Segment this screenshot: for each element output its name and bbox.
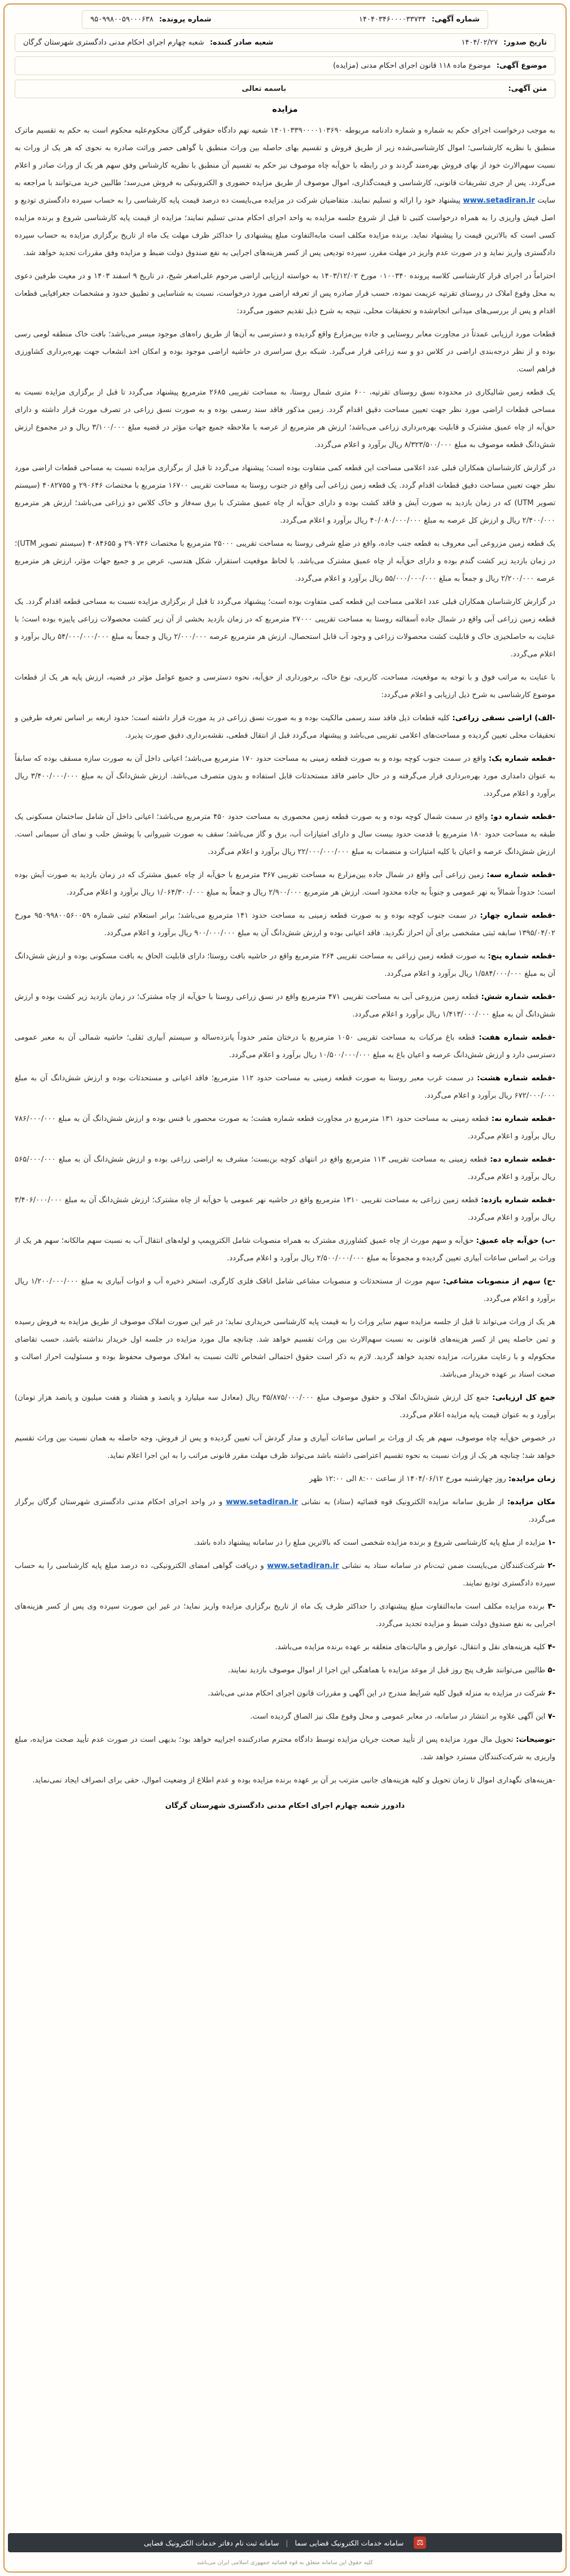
- auction-item: [15, 1070, 555, 1105]
- auction-item: [15, 988, 555, 1023]
- item-label: -قطعه شماره یک:: [488, 755, 555, 763]
- footer-bar: [8, 2533, 562, 2552]
- auction-place-text: و در واحد اجرای احکام مدنی دادگستری شهرستان گرگان برگزار می‌گردد.: [15, 1498, 555, 1524]
- auction-item: [15, 1191, 555, 1226]
- condition-text: برنده مزایده مکلف است مابه‌التفاوت مبلغ پیشنهادی را حداکثر ظرف یک ماه از تاریخ برگزاری مزایده واریز نماید؛ در غیر این صورت سپرده وی پس از کسر هزینه‌های اجرایی به نفع صندوق دولت ضبط و مزایده تجدید می‌گردد.: [15, 1602, 555, 1628]
- item-text: قطعه زمین مزروعی آبی به مساحت تقریبی ۴۷۱ مترمربع واقع در نسق زراعی روستا با حق‌آبه از چاه مشترک؛ در زمان بازدید زیر کشت بوده و ارزش شش‌دانگ آن به مبلغ ۱/۴۱۳/۰۰۰/۰۰۰ ریال برآورد و اعلام می‌گردد.: [15, 993, 555, 1019]
- condition-label: -۴: [547, 1643, 555, 1651]
- auction-time-value: روز چهارشنبه مورخ ۱۴۰۴/۰۶/۱۲ از ساعت ۸:۰۰ الی ۱۲:۰۰ ظهر: [309, 1475, 506, 1483]
- auction-item: [15, 709, 555, 744]
- condition-text: و دریافت گواهی امضای الکترونیکی، ده درصد مبلغ پایه کارشناسی را به حساب سپرده دادگستری تودیع نمایند.: [15, 1562, 555, 1588]
- item-label: -قطعه شماره نه:: [491, 1115, 555, 1123]
- paragraph-judgment-intro: [15, 122, 555, 262]
- notes-item: -هزینه‌های نگهداری اموال تا زمان تحویل و کلیه هزینه‌های جانبی مترتب بر آن بر عهده برنده مزایده بوده و عدم اطلاع از وضعیت اموال، حقی برای انصراف ایجاد نمی‌نماید.: [32, 1776, 555, 1785]
- item-text: واقع در سمت شمال کوچه بوده و به صورت قطعه زمین محصوری به مساحت حدود ۴۵۰ مترمربع می‌باشد؛ اعیانی داخل آن شامل ساختمان مسکونی یک طبقه به مساحت حدود ۱۸۰ مترمربع با قدمت حدود بیست سال و دارای امتیازات آب، برق و گاز می‌باشد؛ سقف به صورت شیروانی با پوشش حلب و نمای آن سیمانی است. ارزش شش‌دانگ عرصه و اعیان با کلیه امتیازات و منضمات به مبلغ ۲۲/۰۰۰/۰۰۰/۰۰۰ ریال برآورد و اعلام می‌گردد.: [15, 813, 555, 856]
- item-text: قطعه زمین زراعی به مساحت تقریبی ۱۳۱۰ مترمربع واقع در حاشیه نهر عمومی با حق‌آبه از چاه مشترک؛ ارزش شش‌دانگ آن به مبلغ ۳/۴۰۶/۰۰۰/۰۰۰ ریال برآورد و اعلام می‌گردد.: [15, 1196, 555, 1222]
- item-label: -قطعه شماره یازده:: [481, 1196, 555, 1204]
- item-label: -قطعه شماره هفت:: [479, 1033, 555, 1042]
- notes-label: -توضیحات:: [516, 1736, 555, 1744]
- footer-service-right: سامانه خدمات الکترونیک قضایی سما: [295, 2538, 404, 2547]
- auction-notice-document: [15, 10, 555, 2525]
- subject-value: موضوع ماده ۱۱۸ قانون اجرای احکام مدنی (مزایده): [333, 62, 491, 70]
- paragraph-total-valuation: [15, 1389, 555, 1424]
- condition-text: طالبین می‌توانند ظرف پنج روز قبل از موعد مزایده با هماهنگی این اجرا از اموال موصوف بازدید نمایند.: [227, 1666, 546, 1675]
- condition-item: [15, 1639, 555, 1656]
- item-text: به صورت قطعه زمین زراعی به مساحت تقریبی ۲۶۴ مترمربع واقع در حاشیه بافت روستا؛ دارای قابلیت الحاق به بافت مسکونی بوده و ارزش شش‌دانگ آن به مبلغ ۱/۵۸۴/۰۰۰/۰۰۰ ریال برآورد و اعلام می‌گردد.: [15, 952, 555, 978]
- paragraph-text: پیشنهاد خود را ارائه و تسلیم نمایند. متقاضیان شرکت در مزایده می‌بایست ده درصد قیمت پایه کارشناسی را به حساب سپرده دادگستری تودیع و اصل فیش واریزی را به همراه درخواست کتبی تا قبل از شروع جلسه مزایده به واحد اجرای احکام مدنی تسلیم نمایند؛ مزایده از قیمت پایه کارشناسی شروع و برنده مزایده کسی است که بالاترین قیمت را پیشنهاد نماید. برنده مزایده مکلف است مابه‌التفاوت مبلغ پیشنهادی را حداکثر ظرف مهلت یک ماه از تاریخ برگزاری مزایده به حساب سپرده دادگستری واریز نماید و در صورت عدم واریز در مهلت مقرر، سپرده تودیعی پس از کسر هزینه‌های اجرایی به نفع صندوق دولت ضبط و مزایده وفق مقررات تجدید خواهد شد.: [15, 196, 555, 257]
- item-label: -قطعه شماره پنج:: [488, 952, 555, 961]
- auction-item: [15, 808, 555, 861]
- auction-item: [15, 750, 555, 803]
- item-text: حق‌آبه و سهم مورث از چاه عمیق کشاورزی مشترک به همراه منصوبات شامل الکتروپمپ و لوله‌های انتقال آب به نسبت سهم مالکانه؛ سهم هر یک از وراث بر اساس ساعات آبیاری تعیین گردیده و مجموعاً به مبلغ ۲/۵۰۰/۰۰۰/۰۰۰ ریال برآورد و اعلام می‌گردد.: [15, 1237, 555, 1263]
- item-label: -الف) اراضی نسقی زراعی:: [452, 714, 555, 722]
- condition-label: -۵: [547, 1666, 555, 1675]
- auction-item: [15, 907, 555, 942]
- item-text: در سمت غرب معبر روستا به صورت قطعه زمینی به مساحت حدود ۱۱۲ مترمربع؛ فاقد اعیانی و مستحدثات بوده و ارزش شش‌دانگ آن به مبلغ ۶۷۲/۰۰۰/۰۰۰ ریال برآورد و اعلام می‌گردد.: [15, 1074, 555, 1100]
- item-label: -قطعه شماره دو:: [490, 813, 555, 821]
- header-row-issue: [15, 33, 555, 52]
- case-number-label: شماره پرونده:: [159, 15, 212, 24]
- condition-item: [15, 1662, 555, 1679]
- condition-label: -۷: [547, 1712, 555, 1721]
- item-label: -ج) سهم از منصوبات مشاعی:: [442, 1277, 555, 1286]
- header-row-identifiers: [82, 10, 488, 29]
- auction-item: [15, 1232, 555, 1267]
- item-text: قطعه باغ مرکبات به مساحت تقریبی ۱۰۵۰ مترمربع با درختان مثمر حدوداً پانزده‌ساله و سیستم آبیاری ثقلی؛ حاشیه شمالی آن به معبر عمومی دسترسی دارد و ارزش شش‌دانگ عرصه و اعیان باغ به مبلغ ۱۰/۵۰۰/۰۰۰/۰۰۰ ریال برآورد و اعلام می‌گردد.: [15, 1033, 555, 1059]
- issuing-branch-label: شعبه صادر کننده:: [209, 38, 274, 47]
- auction-time-label: زمان مزایده:: [508, 1475, 555, 1483]
- header-row-subject: [15, 56, 555, 75]
- subject-field: [333, 62, 547, 70]
- issuing-branch-value: شعبه چهارم اجرای احکام مدنی دادگستری شهرستان گرگان: [23, 38, 204, 47]
- notice-number-value: ۱۴۰۴۰۳۴۶۰۰۰۰۳۳۷۳۴: [359, 15, 426, 24]
- setadiran-link[interactable]: www.setadiran.ir: [226, 1498, 298, 1506]
- condition-item: [15, 1708, 555, 1725]
- condition-label: -۲: [547, 1562, 555, 1570]
- condition-text: شرکت‌کنندگان می‌بایست ضمن ثبت‌نام در سامانه ستاد به نشانی: [339, 1562, 545, 1570]
- auction-place: [15, 1493, 555, 1528]
- issuing-branch-field: [23, 38, 273, 47]
- item-label: -قطعه شماره چهار:: [480, 912, 555, 920]
- paragraph-parcel-rice-field: یک قطعه زمین شالیکاری در محدوده نسق روستای تقرتپه، ۶۰۰ متری شمال روستا، به مساحت تقریبی ۲۶۸۵ مترمربع پیشنهاد می‌گردد تا قبل از برگزاری مزایده نسبت به مساحی قطعات اراضی مورد نظر جهت تعیین مساحت دقیق اقدام گردد. زمین مذکور فاقد سند رسمی بوده و به صورت نسق زراعی در تصرف مورث قرار داشته و دارای حق‌آبه از چاه عمیق مشترک و قابلیت بهره‌برداری زراعی می‌باشد؛ ارزش هر مترمربع از عرصه با ملاحظه جمیع جهات مؤثر در قضیه مبلغ ۳/۱۰۰/۰۰۰ ریال و در مجموع ارزش شش‌دانگ قطعه موصوف به مبلغ ۸/۳۲۳/۵۰۰/۰۰۰ ریال برآورد و اعلام می‌گردد.: [15, 388, 555, 449]
- auction-item: [15, 948, 555, 983]
- paragraph-parcel-north-road: در گزارش کارشناسان همکاران قبلی عدد اعلامی مساحت این قطعه کمی متفاوت بوده است؛ پیشنهاد می‌گردد تا قبل از برگزاری مزایده نسبت به مساحی قطعه اقدام گردد. یک قطعه زمین زراعی آبی واقع در شمال جاده آسفالته روستا به مساحت تقریبی ۲۷۰۰۰ مترمربع که در زمان بازدید بخشی از آن زیر کشت محصولات زراعی پاییزه بوده است؛ با عنایت به حاصلخیزی خاک و قابلیت کشت محصولات زراعی و وجود آب قابل استحصال، ارزش هر مترمربع عرصه ۲/۰۰۰/۰۰۰ ریال و جمعاً به مبلغ ۵۴/۰۰۰/۰۰۰/۰۰۰ ریال برآورد و اعلام می‌گردد.: [15, 598, 555, 659]
- item-label: -قطعه شماره سه:: [486, 871, 555, 879]
- item-label: -قطعه شماره شش:: [481, 993, 555, 1001]
- notice-number-field: [359, 15, 480, 24]
- total-label: جمع کل ارزیابی:: [492, 1394, 555, 1402]
- auction-place-text: از طریق سامانه مزایده الکترونیک قوه قضائیه (ستاد) به نشانی: [297, 1498, 504, 1506]
- item-label: -قطعه شماره ده:: [490, 1155, 555, 1164]
- condition-label: -۶: [547, 1689, 555, 1698]
- auction-title: مزایده: [272, 105, 298, 114]
- item-text: زمین زراعی آبی واقع در شمال جاده بین‌مزارع به مساحت تقریبی ۳۶۷ مترمربع با حق‌آبه از چاه عمیق مشترک که در زمان بازدید به صورت آیش بوده است؛ حدوداً شمالاً به نهر عمومی و جنوباً به جاده محدود است. ارزش هر مترمربع ۲/۹۰۰/۰۰۰ ریال و جمعاً به مبلغ ۱/۰۶۴/۳۰۰/۰۰۰ ریال برآورد و اعلام می‌گردد.: [15, 871, 555, 897]
- item-text: کلیه قطعات ذیل فاقد سند رسمی مالکیت بوده و به صورت نسق زراعی در ید مورث قرار داشته است؛ حدود اربعه بر اساس تعرفه طرفین و تحقیقات محلی تعیین گردیده و مساحت‌های اعلامی تقریبی می‌باشد و پیشنهاد می‌گردد قبل از انتقال قطعی، نقشه‌برداری دقیق صورت پذیرد.: [15, 714, 555, 740]
- item-text: واقع در سمت جنوب کوچه بوده و به صورت قطعه زمینی به مساحت حدود ۱۷۰ مترمربع می‌باشد؛ اعیانی داخل آن به صورت سازه مسقف بوده که سابقاً به عنوان دامداری مورد بهره‌برداری قرار می‌گرفته و در حال حاضر فاقد مستحدثات قابل استفاده و بدون متصرف می‌باشد. ارزش شش‌دانگ آن به مبلغ ۳/۴۰۰/۰۰۰/۰۰۰ ریال برآورد و اعلام می‌گردد.: [15, 755, 555, 798]
- setadiran-link[interactable]: www.setadiran.ir: [463, 196, 535, 205]
- condition-label: -۱: [547, 1539, 555, 1547]
- condition-text: شرکت در مزایده به منزله قبول کلیه شرایط مندرج در این آگهی و مقررات قانون اجرای احکام مدنی می‌باشد.: [208, 1689, 546, 1698]
- paragraph-water-share: در خصوص حق‌آبه چاه موصوف، سهم هر یک از وراث بر اساس ساعات آبیاری و مدار گردش آب تعیین گردیده و پس از فروش، وجه حاصله به همان نسبت بین وراث تقسیم خواهد شد؛ چنانچه هر یک از وراث نسبت به نحوه تقسیم اعتراضی داشته باشد می‌تواند ظرف مهلت مقرر قانونی مراتب را به این اجرا اعلام نماید.: [15, 1434, 555, 1460]
- item-label: -قطعه شماره هشت:: [477, 1074, 555, 1083]
- issue-date-label: تاریخ صدور:: [503, 38, 547, 47]
- paragraph-parcel-south-village: در گزارش کارشناسان همکاران قبلی عدد اعلامی مساحت این قطعه کمی متفاوت بوده است؛ پیشنهاد می‌گردد تا قبل از برگزاری مزایده نسبت به مساحی قطعات اراضی مورد نظر جهت تعیین مساحت دقیق قطعات اقدام گردد. یک قطعه زمین زراعی آبی واقع در جنوب روستا به مساحت تقریبی ۱۶۷۰۰ مترمربع با مختصات ۲۹۰۶۴۶ و ۴۰۸۲۷۵۵ (سیستم تصویر UTM) که در زمان بازدید به صورت آیش و فاقد کشت بوده و دارای حق‌آبه از چاه عمیق مشترک با برق سه‌فاز و خاک کلاس دو زراعی می‌باشد؛ ارزش هر مترمربع ۲/۴۰۰/۰۰۰ ریال و ارزش کل عرصه به مبلغ ۴۰/۰۸۰/۰۰۰/۰۰۰ ریال برآورد و اعلام می‌گردد.: [15, 464, 555, 525]
- condition-label: -۳: [547, 1602, 555, 1611]
- signature-line: دادورز شعبه چهارم اجرای احکام مدنی دادگستری شهرستان گرگان: [165, 1802, 405, 1810]
- justice-logo-icon: ⚖: [414, 2536, 426, 2549]
- footer-service-left: سامانه ثبت نام دفاتر خدمات الکترونیک قضایی: [143, 2538, 279, 2547]
- paragraph-text: به موجب درخواست اجرای حکم به شماره و شماره دادنامه مربوطه ۱۴۰۱۰۳۳۹۰۰۰۰۱۰۳۶۹۰ شعبه نهم دادگاه حقوقی گرگان محکوم‌علیه محکوم است به حکم به تقسیم ماترک منطبق با نظریه کارشناسی؛ اموال کارشناسی‌شده زیر از طریق فروش و تقسیم بهای حاصله بین وراث منطبق با گواهی حصر وراثت صادره به نحوی که هر یک از وراث به نسبت سهم‌الارث خود از بهای فروش بهره‌مند گردند و در رابطه با حق‌آبه چاه موصوف نیز حکم به تقسیم آن منطبق با نظریه کارشناس وفق سهم هر یک از وراث صادر و اعلام می‌گردد. پس از جری تشریفات قانونی، کارشناسی و قیمت‌گذاری، اموال موصوف از طریق مزایده حضوری و الکترونیکی به فروش می‌رسد؛ طالبین خرید می‌توانند با مراجعه به سایت: [15, 126, 555, 205]
- case-number-value: ۹۵۰۹۹۸۰۰۵۹۰۰۰۶۳۸: [90, 15, 154, 24]
- case-number-field: [90, 15, 211, 24]
- item-text: قطعه زمینی به مساحت حدود ۱۳۱ مترمربع در مجاورت قطعه شماره هشت؛ به صورت محصور با فنس بوده و ارزش شش‌دانگ آن به مبلغ ۷۸۶/۰۰۰/۰۰۰ ریال برآورد و اعلام می‌گردد.: [15, 1115, 555, 1141]
- basmala-text: باسمه تعالی: [242, 85, 287, 93]
- condition-item: [15, 1557, 555, 1592]
- body-text-label: متن آگهی:: [508, 85, 547, 93]
- paragraph-land-access: قطعات مورد ارزیابی عمدتاً در مجاورت معابر روستایی و جاده بین‌مزارع واقع گردیده و دسترسی به آن‌ها از طریق راه‌های موجود میسر می‌باشد؛ بافت خاک منطقه لومی رسی بوده و از نظر درجه‌بندی اراضی در کلاس دو و سه زراعی قرار می‌گیرد. شبکه برق سراسری در حاشیه اراضی موجود بوده و امکان اخذ انشعاب جهت بهره‌برداری کشاورزی فراهم است.: [15, 330, 555, 374]
- condition-text: کلیه هزینه‌های نقل و انتقال، عوارض و مالیات‌های متعلقه بر عهده برنده مزایده می‌باشد.: [275, 1643, 546, 1651]
- condition-item: [15, 1534, 555, 1552]
- paragraph-heirs-purchase-right: هر یک از وراث می‌تواند تا قبل از جلسه مزایده سهم سایر وراث را به قیمت پایه کارشناسی خریداری نماید؛ در غیر این صورت املاک موصوف از طریق مزایده به فروش رسیده و ثمن حاصله پس از کسر هزینه‌های قانونی به نسبت سهم‌الارث بین وراث تقسیم خواهد شد. چنانچه مال مورد مزایده در جلسه اول خریدار نداشته باشد، حسب تقاضای محکوم‌له و با رعایت مقررات، مزایده تجدید خواهد گردید. لازم به ذکر است حقوق احتمالی اشخاص ثالث نسبت به املاک موصوف محفوظ بوده و مسئولیت احراز اصالت و صحت اسناد بر عهده خریدار می‌باشد.: [15, 1318, 555, 1379]
- header-row-body-label: [15, 80, 555, 98]
- auction-item: [15, 866, 555, 901]
- notes-item: [15, 1731, 555, 1766]
- subject-label: موضوع آگهی:: [496, 62, 547, 70]
- condition-text: مزایده از مبلغ پایه کارشناسی شروع و برنده مزایده شخصی است که بالاترین مبلغ را در سامانه پیشنهاد داده باشد.: [194, 1539, 546, 1547]
- issue-date-value: ۱۴۰۴/۰۲/۲۷: [461, 38, 498, 47]
- auction-item: [15, 1151, 555, 1186]
- item-text: قطعه زمینی به مساحت تقریبی ۱۱۳ مترمربع واقع در انتهای کوچه بن‌بست؛ مشرف به اراضی زراعی بوده و ارزش شش‌دانگ آن به مبلغ ۵۶۵/۰۰۰/۰۰۰ ریال برآورد و اعلام می‌گردد.: [15, 1155, 555, 1181]
- auction-item: [15, 1029, 555, 1064]
- condition-item: [15, 1685, 555, 1702]
- footer-divider: |: [286, 2538, 288, 2547]
- paragraph-expert-report-intro: احتراماً در اجرای قرار کارشناسی کلاسه پرونده ۰۱۰۰۳۴۰ مورخ ۱۴۰۳/۱۲/۰۲ به خواسته ارزیابی اراضی مرحوم علی‌اصغر شیخ، در تاریخ ۹ اسفند ۱۴۰۳ و در معیت طرفین دعوی به محل وقوع املاک در روستای تقرتپه عزیمت نموده، حسب قرار صادره پس از تعرفه اراضی مورد درخواست، نسبت به شناسایی و تطبیق حدود و مشخصات جغرافیایی قطعات اقدام و پس از بررسی‌های میدانی انجام‌شده و تحقیقات محلی، نتیجه به شرح ذیل تقدیم حضور می‌گردد:: [15, 272, 555, 316]
- auction-place-label: مکان مزایده:: [507, 1498, 555, 1506]
- condition-item: [15, 1598, 555, 1633]
- notes-text: تحویل مال مورد مزایده پس از تأیید صحت جریان مزایده توسط دادگاه محترم صادرکننده اجراییه خواهد بود؛ بدیهی است در صورت عدم تأیید صحت مزایده، مبلغ واریزی به شرکت‌کنندگان مسترد خواهد شد.: [15, 1736, 555, 1762]
- notice-number-label: شماره آگهی:: [431, 15, 480, 24]
- paragraph-valuation-intro: با عنایت به مراتب فوق و با توجه به موقعیت، مساحت، کاربری، نوع خاک، برخورداری از حق‌آبه، نحوه دسترسی و جمیع عوامل مؤثر در قضیه، ارزش پایه هر یک از قطعات موضوع کارشناسی به شرح ذیل ارزیابی و اعلام می‌گردد:: [15, 673, 555, 699]
- auction-item: [15, 1110, 555, 1145]
- condition-text: این آگهی علاوه بر انتشار در سامانه، در معابر عمومی و محل وقوع ملک نیز الصاق گردیده است.: [250, 1712, 546, 1721]
- footer-note: کلیه حقوق این سامانه متعلق به قوه قضائیه جمهوری اسلامی ایران می‌باشد: [196, 2560, 374, 2566]
- total-text: جمع کل ارزش شش‌دانگ املاک و حقوق موصوف مبلغ ۳۵/۸۷۵/۰۰۰/۰۰۰ ریال (معادل سه میلیارد و پانصد و هشتاد و هفت میلیون و پانصد هزار تومان) برآورد و به عنوان قیمت پایه مزایده اعلام می‌گردد.: [15, 1394, 555, 1420]
- auction-item: [15, 1273, 555, 1308]
- paragraph-parcel-east-village: یک قطعه زمین مزروعی آبی معروف به قطعه جنب جاده، واقع در ضلع شرقی روستا به مساحت تقریبی ۲۵۰۰۰ مترمربع با مختصات ۲۹۰۷۴۶ و ۴۰۸۴۶۵۵ (سیستم تصویر UTM)؛ در زمان بازدید زیر کشت گندم بوده و دارای حق‌آبه از چاه عمیق مشترک می‌باشد. با لحاظ موقعیت استقرار، شکل هندسی، عرض بر و جمیع جهات مؤثر، ارزش هر مترمربع عرصه ۲/۲۰۰/۰۰۰ ریال و جمعاً به مبلغ ۵۵/۰۰۰/۰۰۰/۰۰۰ ریال برآورد و اعلام می‌گردد.: [15, 540, 555, 583]
- item-text: سهم مورث از مستحدثات و منصوبات مشاعی شامل اتاقک فلزی کارگری، استخر ذخیره آب و ادوات آبیاری به مبلغ ۱/۲۰۰/۰۰۰/۰۰۰ ریال برآورد و اعلام می‌گردد.: [15, 1277, 555, 1303]
- auction-time: [15, 1470, 555, 1488]
- issue-date-field: [461, 38, 547, 47]
- item-label: -ب) حق‌آبه چاه عمیق:: [476, 1237, 555, 1245]
- setadiran-link[interactable]: www.setadiran.ir: [267, 1562, 339, 1570]
- item-text: در سمت جنوب کوچه بوده و به صورت قطعه زمینی به مساحت حدود ۱۴۱ مترمربع می‌باشد؛ برابر استعلام ثبتی شماره ۹۵۰۹۹۸۰۰۵۶۰۰۵۹ مورخ ۱۳۹۵/۰۴/۰۲ سابقه ثبتی مشخصی برای آن احراز نگردید. فاقد اعیانی بوده و ارزش شش‌دانگ آن به مبلغ ۹۰۰/۰۰۰/۰۰۰ ریال برآورد و اعلام می‌گردد.: [15, 912, 555, 937]
